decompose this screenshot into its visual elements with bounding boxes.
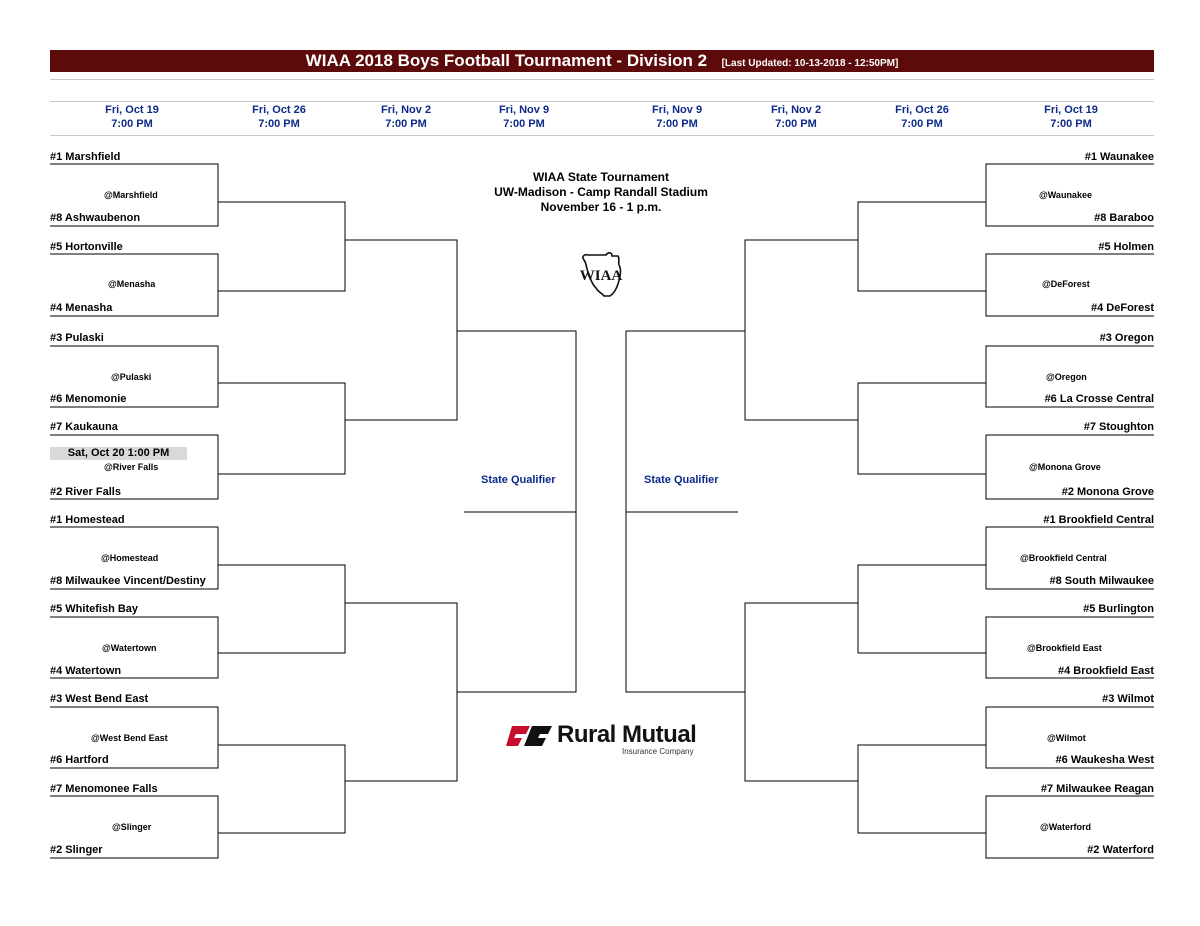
venue-right-3: @Oregon xyxy=(1046,372,1087,382)
bracket-line xyxy=(218,202,345,291)
wiaa-logo-icon xyxy=(578,250,624,300)
team-right-1: #1 Waunakee xyxy=(1084,151,1154,163)
venue-right-6: @Brookfield East xyxy=(1027,643,1102,653)
date-time: 7:00 PM xyxy=(775,118,817,130)
venue-right-4: @Monona Grove xyxy=(1029,462,1101,472)
date-day: Fri, Nov 9 xyxy=(498,104,550,116)
team-left-7: #7 Kaukauna xyxy=(50,421,118,433)
team-right-15: #7 Milwaukee Reagan xyxy=(1040,783,1154,795)
date-time: 7:00 PM xyxy=(656,118,698,130)
bracket-line xyxy=(345,603,457,781)
team-left-13: #3 West Bend East xyxy=(50,693,149,705)
date-day: Fri, Nov 2 xyxy=(770,104,822,116)
team-right-10: #8 South Milwaukee xyxy=(1049,575,1154,587)
team-left-16: #2 Slinger xyxy=(50,844,103,856)
date-time: 7:00 PM xyxy=(111,118,153,130)
team-right-4: #4 DeForest xyxy=(1091,302,1154,314)
team-left-3: #5 Hortonville xyxy=(50,241,123,253)
state-line-1: WIAA State Tournament xyxy=(532,170,669,184)
bracket-line xyxy=(218,383,345,474)
team-left-14: #6 Hartford xyxy=(50,754,109,766)
date-day: Fri, Oct 26 xyxy=(895,104,949,116)
venue-left-6: @Watertown xyxy=(102,643,157,653)
bracket-line xyxy=(858,745,986,833)
team-left-5: #3 Pulaski xyxy=(50,332,104,344)
date-day: Fri, Nov 9 xyxy=(651,104,703,116)
venue-right-2: @DeForest xyxy=(1042,279,1090,289)
state-qualifier-right: State Qualifier xyxy=(644,474,719,486)
bracket-line xyxy=(858,383,986,474)
date-day: Fri, Oct 19 xyxy=(1044,104,1098,116)
team-left-2: #8 Ashwaubenon xyxy=(50,212,141,224)
team-left-1: #1 Marshfield xyxy=(50,151,121,163)
team-right-8: #2 Monona Grove xyxy=(1061,486,1154,498)
bracket-line xyxy=(858,565,986,653)
date-day: Fri, Oct 26 xyxy=(252,104,306,116)
logo-text: WIAA xyxy=(579,268,623,284)
team-right-7: #7 Stoughton xyxy=(1083,421,1154,433)
date-time: 7:00 PM xyxy=(901,118,943,130)
team-left-15: #7 Menomonee Falls xyxy=(50,783,158,795)
state-tournament-info xyxy=(470,170,732,215)
team-left-12: #4 Watertown xyxy=(50,665,122,677)
sponsor-logo xyxy=(506,722,706,762)
bracket-line xyxy=(345,240,457,420)
bracket-line xyxy=(218,745,345,833)
venue-right-7: @Wilmot xyxy=(1047,733,1086,743)
state-line-3: November 16 - 1 p.m. xyxy=(540,200,662,214)
date-day: Fri, Nov 2 xyxy=(380,104,432,116)
venue-right-1: @Waunakee xyxy=(1039,190,1092,200)
state-qualifier-left: State Qualifier xyxy=(481,474,556,486)
venue-left-5: @Homestead xyxy=(101,553,159,563)
team-right-14: #6 Waukesha West xyxy=(1055,754,1154,766)
venue-right-5: @Brookfield Central xyxy=(1020,553,1107,563)
date-day: Fri, Oct 19 xyxy=(105,104,159,116)
team-right-5: #3 Oregon xyxy=(1099,332,1154,344)
team-right-6: #6 La Crosse Central xyxy=(1044,393,1154,405)
team-right-12: #4 Brookfield East xyxy=(1058,665,1154,677)
team-left-6: #6 Menomonie xyxy=(50,393,127,405)
team-left-9: #1 Homestead xyxy=(50,514,125,526)
venue-left-3: @Pulaski xyxy=(111,372,152,382)
venue-left-8: @Slinger xyxy=(112,822,152,832)
team-left-11: #5 Whitefish Bay xyxy=(50,603,139,615)
team-left-10: #8 Milwaukee Vincent/Destiny xyxy=(50,575,206,587)
team-right-3: #5 Holmen xyxy=(1098,241,1154,253)
bracket-line xyxy=(858,202,986,291)
team-right-9: #1 Brookfield Central xyxy=(1043,514,1154,526)
date-time: 7:00 PM xyxy=(503,118,545,130)
team-right-2: #8 Baraboo xyxy=(1094,212,1154,224)
team-right-16: #2 Waterford xyxy=(1087,844,1154,856)
sponsor-subtitle: Insurance Company xyxy=(622,747,694,756)
date-time: 7:00 PM xyxy=(258,118,300,130)
team-right-11: #5 Burlington xyxy=(1083,603,1154,615)
date-time: 7:00 PM xyxy=(385,118,427,130)
venue-right-8: @Waterford xyxy=(1040,822,1091,832)
venue-left-7: @West Bend East xyxy=(91,733,168,743)
team-right-13: #3 Wilmot xyxy=(1102,693,1154,705)
rural-mutual-mark-icon xyxy=(506,726,552,746)
venue-left-4: @River Falls xyxy=(104,462,159,472)
date-time: 7:00 PM xyxy=(1050,118,1092,130)
last-updated: [Last Updated: 10-13-2018 - 12:50PM] xyxy=(721,58,899,69)
page-title: WIAA 2018 Boys Football Tournament - Division 2 xyxy=(305,51,708,70)
team-left-8: #2 River Falls xyxy=(50,486,121,498)
venue-left-2: @Menasha xyxy=(108,279,156,289)
team-left-4: #4 Menasha xyxy=(50,302,113,314)
state-line-2: UW-Madison - Camp Randall Stadium xyxy=(494,185,708,199)
sponsor-name: Rural Mutual xyxy=(557,721,697,748)
bracket-line xyxy=(218,565,345,653)
game-time-badge: Sat, Oct 20 1:00 PM xyxy=(50,447,187,460)
bracket-line xyxy=(745,603,858,781)
venue-left-1: @Marshfield xyxy=(104,190,158,200)
bracket-line xyxy=(745,240,858,420)
